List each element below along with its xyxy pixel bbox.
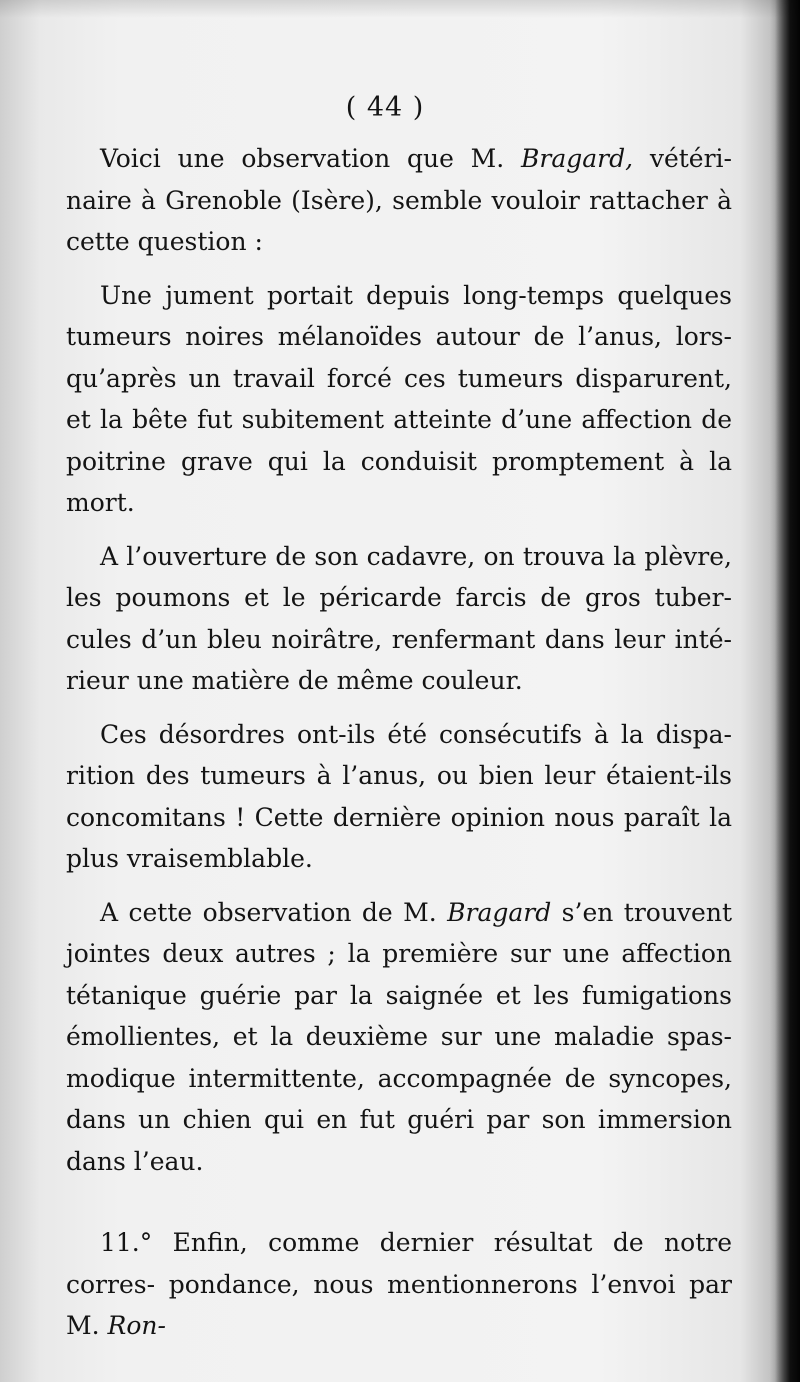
paragraph-text: vétéri- naire à Grenoble (Isère), semble vouloir rattacher à cette question : [66, 144, 732, 256]
paragraph-text: Voici une observation que M. [100, 144, 521, 173]
paragraph-text: s’en trouvent jointes deux autres ; la première sur une affection tétanique guérie par la saignée et les fumigations émollientes, et la deuxième sur une maladie spas- modique intermittente, accompagnée de syncopes, dans un chien qui en fut guéri par son immersion dans l’eau. [66, 897, 733, 1176]
paragraph-jument: Une jument portait depuis long-temps quelques tumeurs noires mélanoïdes autour de l’anus, lors- qu’après un travail forcé ces tumeurs disparurent, et la bête fut subitement atteinte d’une affection de poitrine grave qui la conduisit promptement à la mort. [66, 280, 732, 517]
paragraph-bragard-intro [66, 138, 732, 263]
paragraph-text: 11.° Enfin, comme dernier résultat de notre corres- pondance, nous mentionnerons l’envoi par M. [66, 1228, 732, 1340]
paragraph-ouverture: A l’ouverture de son cadavre, on trouva la plèvre, les poumons et le péricarde farcis de gros tuber- cules d’un bleu noirâtre, renfermant dans leur inté- rieur une matière de même couleur. [66, 541, 732, 695]
paragraph-correspondance [66, 1222, 732, 1347]
name-bragard: Bragard [447, 897, 552, 927]
paragraph-desordres: Ces désordres ont-ils été consécutifs à la dispa- rition des tumeurs à l’anus, ou bien leur étaient-ils concomitans ! Cette dernière opinion nous paraît la plus vraisemblable. [66, 719, 732, 873]
page-number: ( 44 ) [345, 92, 425, 123]
page-edge-shadow [770, 0, 800, 1382]
paragraph-text: A cette observation de M. [100, 897, 448, 927]
name-bragard: Bragard, [521, 144, 634, 173]
paragraph-observation [66, 892, 732, 1183]
name-ron: Ron- [107, 1311, 166, 1340]
body-text [66, 138, 732, 1359]
page-top-shadow [0, 0, 800, 18]
